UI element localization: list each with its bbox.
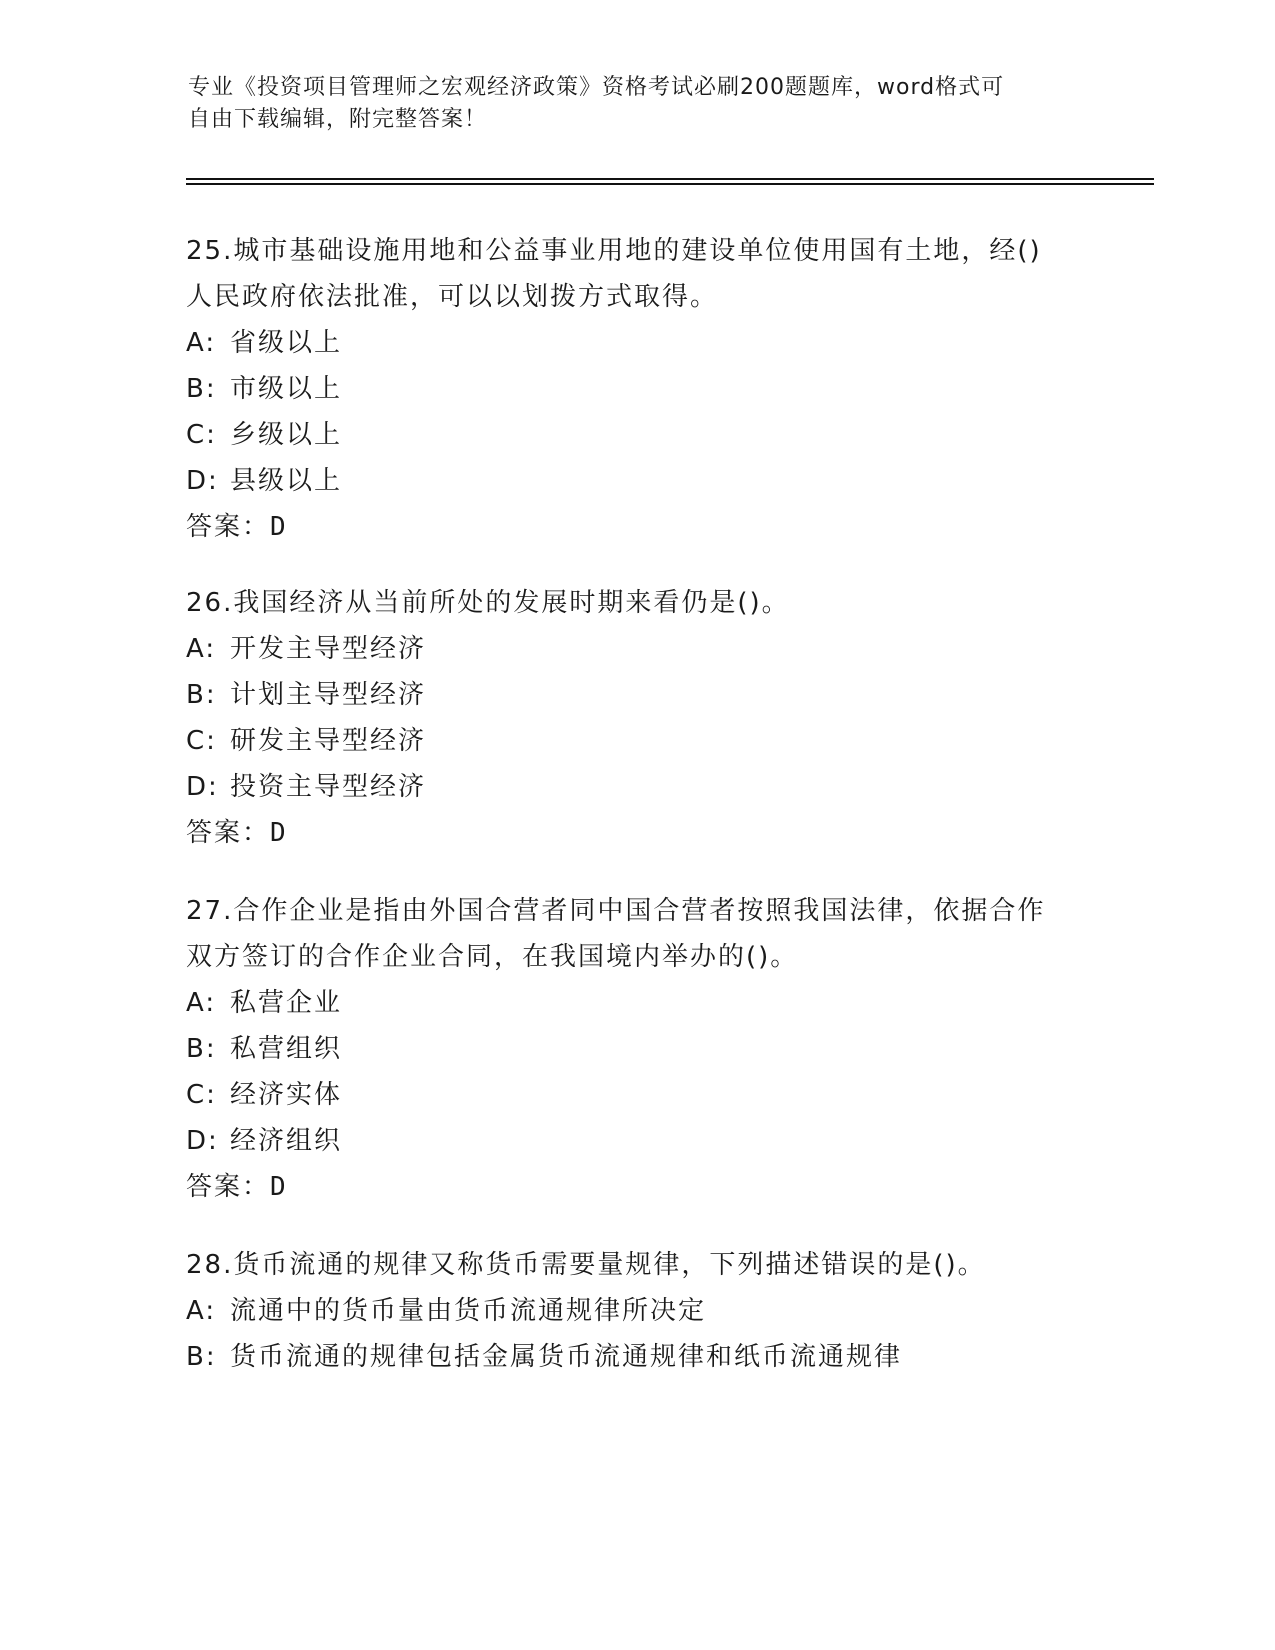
option-text: 货币流通的规律包括金属货币流通规律和纸币流通规律 bbox=[230, 1342, 903, 1372]
option-text: 省级以上 bbox=[230, 328, 343, 358]
option-b bbox=[186, 672, 1086, 718]
option-a bbox=[186, 626, 1086, 672]
option-text: 县级以上 bbox=[230, 466, 343, 496]
answer-label: 答案： bbox=[186, 512, 271, 542]
answer-line bbox=[186, 1164, 1086, 1210]
option-a bbox=[186, 980, 1086, 1026]
question-26 bbox=[186, 580, 1086, 856]
option-letter: B: bbox=[186, 374, 217, 404]
option-letter: B: bbox=[186, 1342, 217, 1372]
question-stem-line: 25.城市基础设施用地和公益事业用地的建设单位使用国有土地，经() bbox=[186, 236, 1042, 266]
option-c bbox=[186, 412, 1086, 458]
option-a bbox=[186, 320, 1086, 366]
option-letter: B: bbox=[186, 680, 217, 710]
option-letter: D: bbox=[186, 1126, 219, 1156]
option-letter: A: bbox=[186, 634, 217, 664]
question-stem-line: 26.我国经济从当前所处的发展时期来看仍是()。 bbox=[186, 588, 790, 618]
option-letter: A: bbox=[186, 988, 217, 1018]
question-stem-line: 人民政府依法批准，可以以划拨方式取得。 bbox=[186, 282, 719, 312]
question-28 bbox=[186, 1242, 1086, 1380]
answer-line bbox=[186, 504, 1086, 550]
option-b bbox=[186, 1334, 1086, 1380]
option-text: 乡级以上 bbox=[230, 420, 343, 450]
header-line-2: 自由下载编辑，附完整答案！ bbox=[188, 107, 488, 132]
option-c bbox=[186, 1072, 1086, 1118]
header-divider-top bbox=[186, 178, 1154, 180]
question-stem-line: 双方签订的合作企业合同，在我国境内举办的()。 bbox=[186, 942, 799, 972]
option-text: 私营企业 bbox=[230, 988, 343, 1018]
option-text: 计划主导型经济 bbox=[230, 680, 427, 710]
option-a bbox=[186, 1288, 1086, 1334]
option-c bbox=[186, 718, 1086, 764]
option-d bbox=[186, 1118, 1086, 1164]
option-letter: B: bbox=[186, 1034, 217, 1064]
question-25 bbox=[186, 228, 1086, 550]
answer-value: D bbox=[270, 818, 288, 848]
option-letter: C: bbox=[186, 420, 217, 450]
question-stem-line: 28.货币流通的规律又称货币需要量规律，下列描述错误的是()。 bbox=[186, 1250, 986, 1280]
option-text: 经济组织 bbox=[230, 1126, 343, 1156]
question-27 bbox=[186, 888, 1086, 1210]
option-text: 开发主导型经济 bbox=[230, 634, 427, 664]
document-header bbox=[188, 72, 1088, 136]
option-b bbox=[186, 366, 1086, 412]
option-letter: D: bbox=[186, 772, 219, 802]
option-letter: A: bbox=[186, 1296, 217, 1326]
option-letter: A: bbox=[186, 328, 217, 358]
option-text: 投资主导型经济 bbox=[230, 772, 427, 802]
option-text: 经济实体 bbox=[230, 1080, 343, 1110]
option-letter: C: bbox=[186, 726, 217, 756]
answer-value: D bbox=[270, 512, 288, 542]
header-divider-bottom bbox=[186, 183, 1154, 185]
answer-line bbox=[186, 810, 1086, 856]
option-letter: D: bbox=[186, 466, 219, 496]
option-text: 研发主导型经济 bbox=[230, 726, 427, 756]
option-b bbox=[186, 1026, 1086, 1072]
option-text: 市级以上 bbox=[230, 374, 343, 404]
question-stem-line: 27.合作企业是指由外国合营者同中国合营者按照我国法律，依据合作 bbox=[186, 896, 1046, 926]
option-d bbox=[186, 458, 1086, 504]
answer-label: 答案： bbox=[186, 1172, 271, 1202]
option-d bbox=[186, 764, 1086, 810]
answer-label: 答案： bbox=[186, 818, 271, 848]
option-text: 私营组织 bbox=[230, 1034, 343, 1064]
option-text: 流通中的货币量由货币流通规律所决定 bbox=[230, 1296, 707, 1326]
header-line-1: 专业《投资项目管理师之宏观经济政策》资格考试必刷200题题库，word格式可 bbox=[188, 75, 1005, 100]
option-letter: C: bbox=[186, 1080, 217, 1110]
answer-value: D bbox=[270, 1172, 288, 1202]
